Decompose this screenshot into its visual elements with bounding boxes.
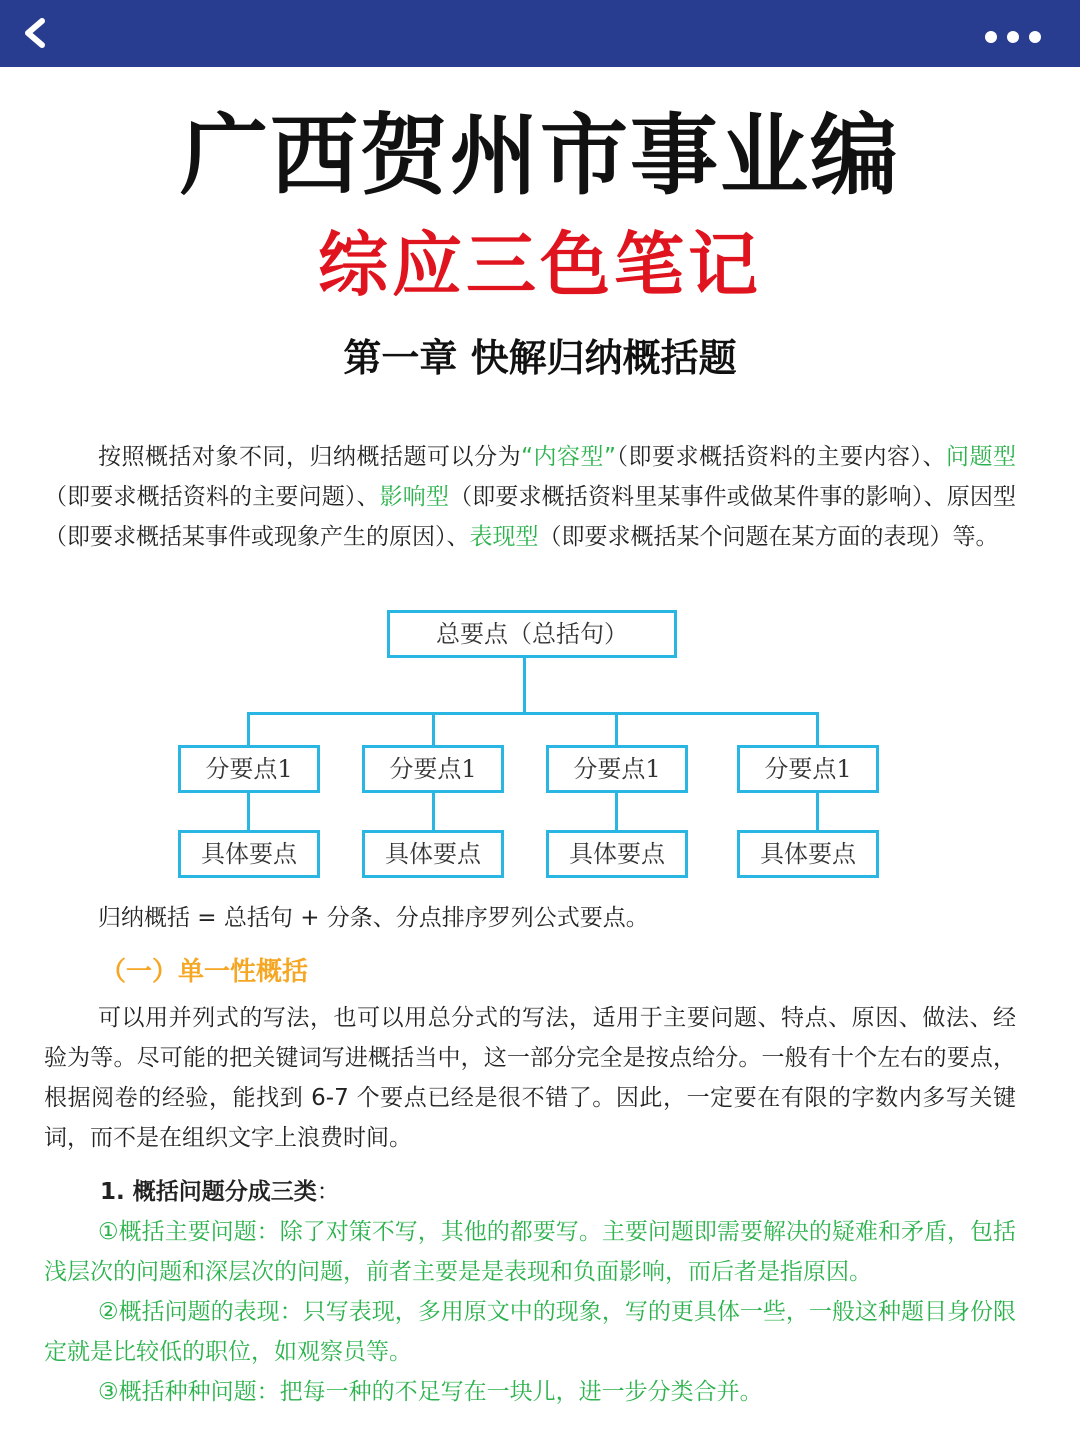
diagram-detail-box: 具体要点: [737, 830, 879, 878]
connector-branch-2: [432, 712, 435, 747]
diagram-detail-box: 具体要点: [362, 830, 504, 878]
list-item-1: ①概括主要问题：除了对策不写，其他的都要写。主要问题即需要解决的疑难和矛盾，包括浅层次的问题和深层次的问题，前者主要是是表现和负面影响，而后者是指原因。: [44, 1219, 1016, 1285]
diagram-point-box: 分要点1: [546, 745, 688, 793]
intro-text-c: （即要求概括资料的主要问题）、: [44, 484, 380, 510]
subsection-heading: [100, 1172, 340, 1212]
diagram-detail-box: 具体要点: [178, 830, 320, 878]
page-subtitle: 综应三色笔记: [318, 223, 762, 306]
list-item-3: ③概括种种问题：把每一种的不足写在一块儿，进一步分类合并。: [98, 1379, 763, 1405]
connector-branch-1: [247, 712, 250, 747]
top-nav-bar: [0, 0, 1080, 67]
connector-detail-1: [247, 790, 250, 832]
connector-detail-2: [432, 790, 435, 832]
diagram-top-box: 总要点（总括句）: [387, 610, 677, 658]
intro-text-e: （即要求概括某个问题在某方面的表现）等。: [538, 524, 999, 550]
section-heading: （一）单一性概括: [100, 957, 309, 987]
more-dots-icon[interactable]: [984, 30, 1042, 44]
chapter-heading: 第一章 快解归纳概括题: [343, 336, 737, 380]
impact-type-term: 影响型: [379, 484, 450, 510]
list-item-2: ②概括问题的表现：只写表现，多用原文中的现象，写的更具体一些，一般这种题目身份限定就是比较低的职位，如观察员等。: [44, 1299, 1016, 1365]
connector-detail-4: [816, 790, 819, 832]
intro-text-a: 按照概括对象不同，归纳概括题可以分为: [98, 444, 522, 470]
structure-diagram: [170, 605, 890, 885]
subsection-colon: ：: [316, 1179, 340, 1205]
page-title: 广西贺州市事业编: [179, 103, 900, 207]
section-body: 可以用并列式的写法，也可以用总分式的写法，适用于主要问题、特点、原因、做法、经验为等。尽可能的把关键词写进概括当中，这一部分完全是按点给分。一般有十个左右的要点，根据阅卷的经验，能找到 6-7 个要点已经是很不错了。因此，一定要在有限的字数内多写关键词，而不是在组织文字上浪费时间。: [44, 1005, 1016, 1151]
diagram-point-box: 分要点1: [737, 745, 879, 793]
subsection-label: 1. 概括问题分成三类: [100, 1179, 317, 1205]
chevron-left-icon[interactable]: [18, 16, 52, 50]
content-type-term: “内容型”: [521, 444, 616, 470]
expression-type-term: 表现型: [469, 524, 539, 550]
intro-text-b: （即要求概括资料的主要内容）、: [615, 444, 946, 470]
connector-branch-4: [816, 712, 819, 747]
connector-horizontal: [247, 712, 819, 715]
intro-paragraph: [44, 437, 1016, 557]
formula-text: 归纳概括 = 总括句 + 分条、分点排序罗列公式要点。: [98, 905, 649, 931]
diagram-point-box: 分要点1: [178, 745, 320, 793]
connector-branch-3: [615, 712, 618, 747]
connector-top-vertical: [523, 655, 526, 713]
diagram-detail-box: 具体要点: [546, 830, 688, 878]
intro-text-d: （即要求概括资料里某事件或做某件事的影响）、原因型（即要求概括某事件或现象产生的原因）、: [44, 484, 1017, 550]
diagram-point-box: 分要点1: [362, 745, 504, 793]
connector-detail-3: [615, 790, 618, 832]
problem-type-term: 问题型: [946, 444, 1017, 470]
